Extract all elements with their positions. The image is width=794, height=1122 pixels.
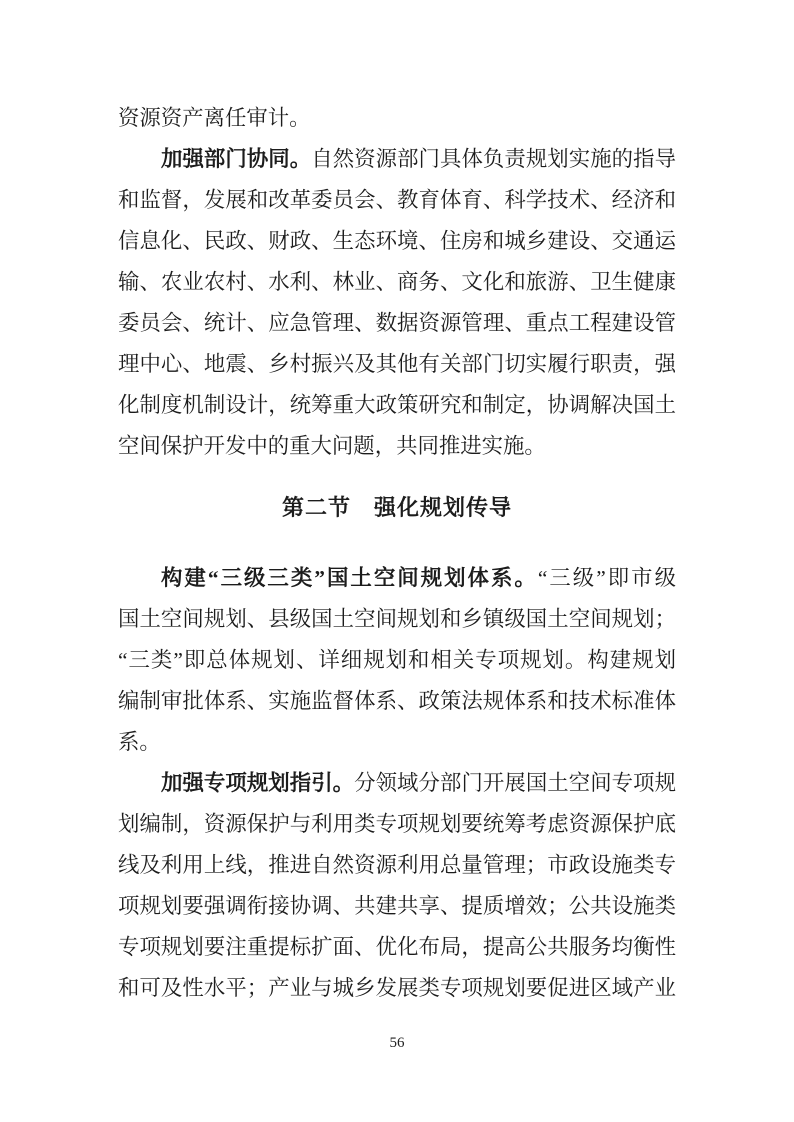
body-line: 线及利用上线，推进自然资源利用总量管理；市政设施类专 (118, 853, 676, 877)
body-line: 划编制，资源保护与利用类专项规划要统筹考虑资源保护底 (118, 812, 676, 836)
body-line (118, 139, 676, 180)
body-line: “三类”即总体规划、详细规划和相关专项规划。构建规划 (118, 648, 676, 672)
body-line: 国土空间规划、县级国土空间规划和乡镇级国土空间规划； (118, 607, 676, 631)
body-line (118, 558, 676, 599)
body-line: 系。 (118, 730, 161, 754)
body-line: 和可及性水平；产业与城乡发展类专项规划要促进区域产业 (118, 976, 676, 1000)
body-line: 化制度机制设计，统筹重大政策研究和制定，协调解决国土 (118, 393, 676, 417)
paragraph-text: 自然资源部门具体负责规划实施的指导 (311, 147, 676, 171)
paragraph-lead: 加强部门协同。 (161, 147, 312, 171)
paragraph-text: “三级”即市级 (537, 566, 676, 590)
body-line: 资源资产离任审计。 (118, 106, 311, 130)
body-line: 和监督，发展和改革委员会、教育体育、科学技术、经济和 (118, 188, 676, 212)
body-line: 信息化、民政、财政、生态环境、住房和城乡建设、交通运 (118, 229, 676, 253)
section-heading: 第二节 强化规划传导 (281, 495, 512, 520)
body-line: 输、农业农村、水利、林业、商务、文化和旅游、卫生健康 (118, 270, 676, 294)
body-line: 专项规划要注重提标扩面、优化布局，提高公共服务均衡性 (118, 935, 676, 959)
paragraph-lead: 加强专项规划指引。 (161, 771, 355, 795)
body-line: 理中心、地震、乡村振兴及其他有关部门切实履行职责，强 (118, 352, 676, 376)
body-line (118, 763, 676, 804)
paragraph-text: 分领域分部门开展国土空间专项规 (354, 771, 676, 795)
page-number: 56 (389, 1035, 405, 1051)
body-line: 项规划要强调衔接协调、共建共享、提质增效；公共设施类 (118, 894, 676, 918)
paragraph-lead: 构建“三级三类”国土空间规划体系。 (161, 566, 538, 590)
body-line: 编制审批体系、实施监督体系、政策法规体系和技术标准体 (118, 689, 676, 713)
body-line: 委员会、统计、应急管理、数据资源管理、重点工程建设管 (118, 311, 676, 335)
page-body (118, 98, 676, 1009)
body-line: 空间保护开发中的重大问题，共同推进实施。 (118, 434, 546, 458)
